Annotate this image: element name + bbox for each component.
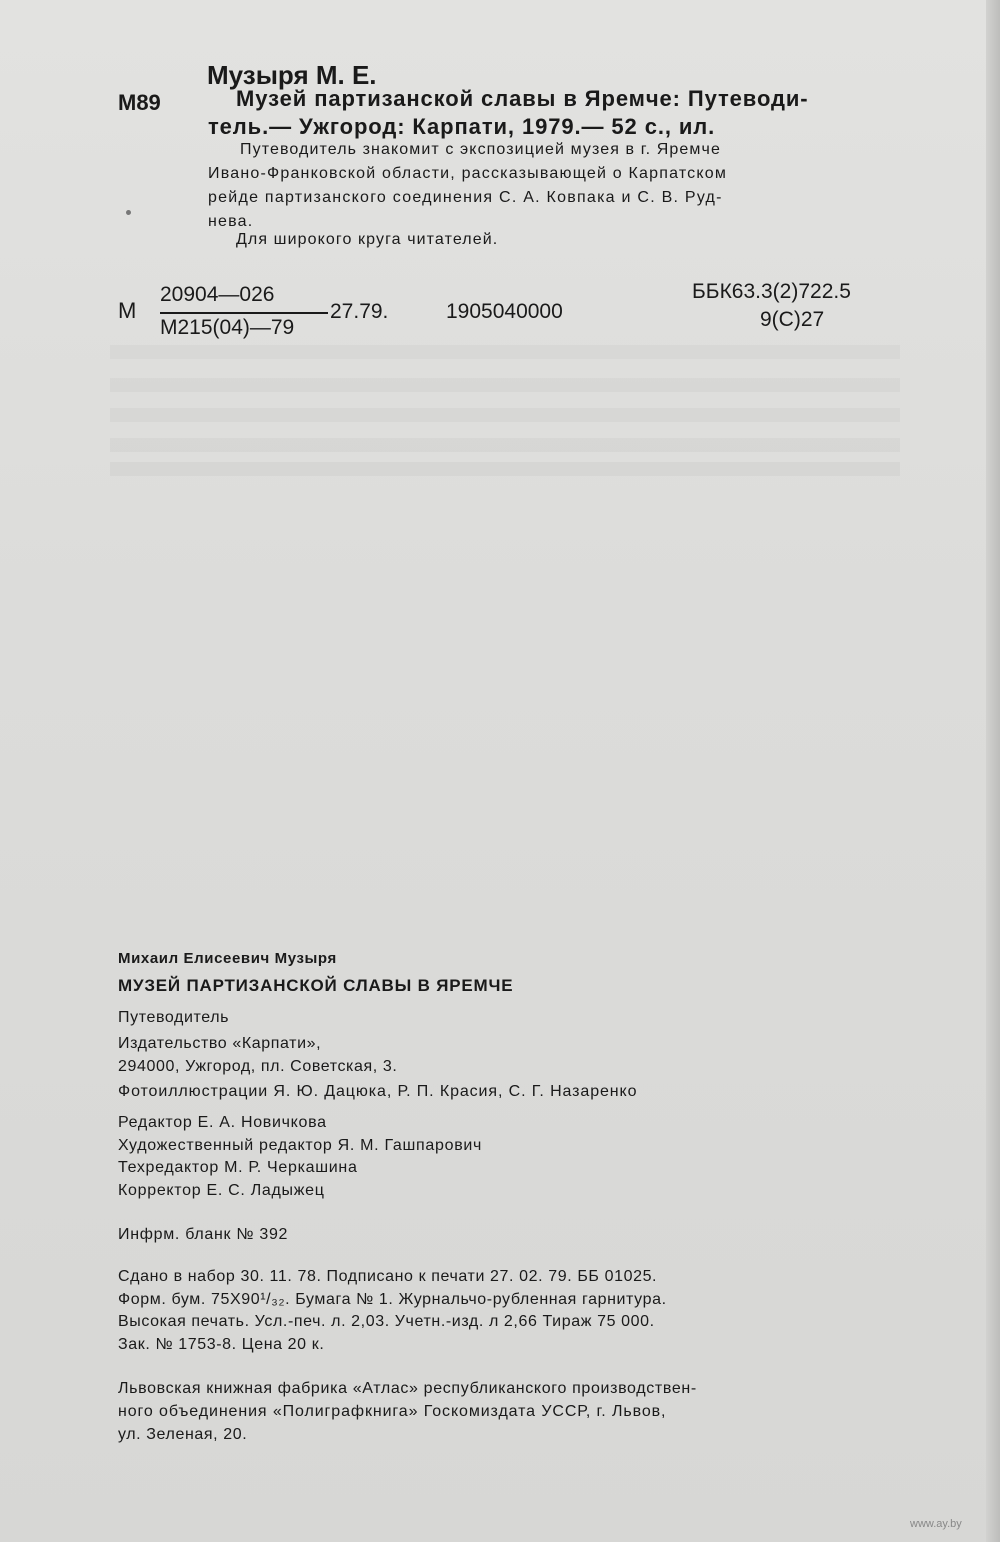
art-editor: Художественный редактор Я. М. Гашпарович	[118, 1137, 483, 1154]
classification-denominator: М215(04)—79	[160, 316, 295, 339]
photo-credits: Фотоиллюстрации Я. Ю. Дацюка, Р. П. Красия, С. Г. Назаренко	[118, 1083, 638, 1100]
author-heading: Музыря М. Е.	[207, 60, 377, 90]
bbk-code-2: 9(С)27	[760, 308, 825, 331]
book-title-caps: МУЗЕЙ ПАРТИЗАНСКОЙ СЛАВЫ В ЯРЕМЧЕ	[118, 976, 514, 995]
print-details-1: Сдано в набор 30. 11. 78. Подписано к печати 27. 02. 79. ББ 01025.	[118, 1268, 658, 1285]
print-details-4: Зак. № 1753-8. Цена 20 к.	[118, 1336, 325, 1353]
show-through	[110, 438, 900, 452]
bbk-code: ББК63.3(2)722.5	[692, 280, 851, 303]
print-speck	[126, 210, 131, 215]
publisher-line-1: Издательство «Карпати»,	[118, 1035, 322, 1052]
publisher-line-2: 294000, Ужгород, пл. Советская, 3.	[118, 1058, 398, 1075]
catalog-code: М89	[118, 90, 161, 115]
tech-editor: Техредактор М. Р. Черкашина	[118, 1159, 358, 1176]
show-through	[110, 378, 900, 392]
title-line-2: тель.— Ужгород: Карпати, 1979.— 52 с., ил.	[208, 114, 716, 139]
annotation-line-2: Ивано-Франковской области, рассказывающей о Карпатском	[208, 165, 728, 182]
watermark: www.ay.by	[910, 1518, 962, 1530]
book-type: Путеводитель	[118, 1009, 230, 1026]
page-edge	[986, 0, 1000, 1542]
print-details-2: Форм. бум. 75Х90¹/₃₂. Бумага № 1. Журнальчо-рубленная гарнитура.	[118, 1291, 667, 1308]
annotation-line-3: рейде партизанского соединения С. А. Ковпака и С. В. Руд-	[208, 189, 723, 206]
annotation-line-4: нева.	[208, 213, 254, 230]
editor: Редактор Е. А. Новичкова	[118, 1114, 327, 1131]
classification-suffix: 27.79.	[330, 300, 389, 323]
info-form: Инфрм. бланк № 392	[118, 1226, 289, 1243]
classification-letter: М	[118, 298, 137, 323]
annotation-line-1: Путеводитель знакомит с экспозицией музея в г. Яремче	[240, 141, 721, 158]
factory-line-3: ул. Зеленая, 20.	[118, 1426, 248, 1443]
show-through	[110, 408, 900, 422]
classification-number: 1905040000	[446, 300, 563, 323]
corrector: Корректор Е. С. Ладыжец	[118, 1182, 325, 1199]
fraction-line	[160, 312, 328, 314]
audience-note: Для широкого круга читателей.	[236, 231, 499, 248]
show-through	[110, 345, 900, 359]
print-details-3: Высокая печать. Усл.-печ. л. 2,03. Учетн.-изд. л 2,66 Тираж 75 000.	[118, 1313, 655, 1330]
author-full-name: Михаил Елисеевич Музыря	[118, 950, 337, 967]
show-through	[110, 462, 900, 476]
factory-line-2: ного объединения «Полиграфкнига» Госкомиздата УССР, г. Львов,	[118, 1403, 667, 1420]
title-line-1: Музей партизанской славы в Яремче: Путеводи-	[236, 86, 809, 111]
classification-numerator: 20904—026	[160, 283, 275, 306]
factory-line-1: Львовская книжная фабрика «Атлас» республиканского производствен-	[118, 1380, 697, 1397]
